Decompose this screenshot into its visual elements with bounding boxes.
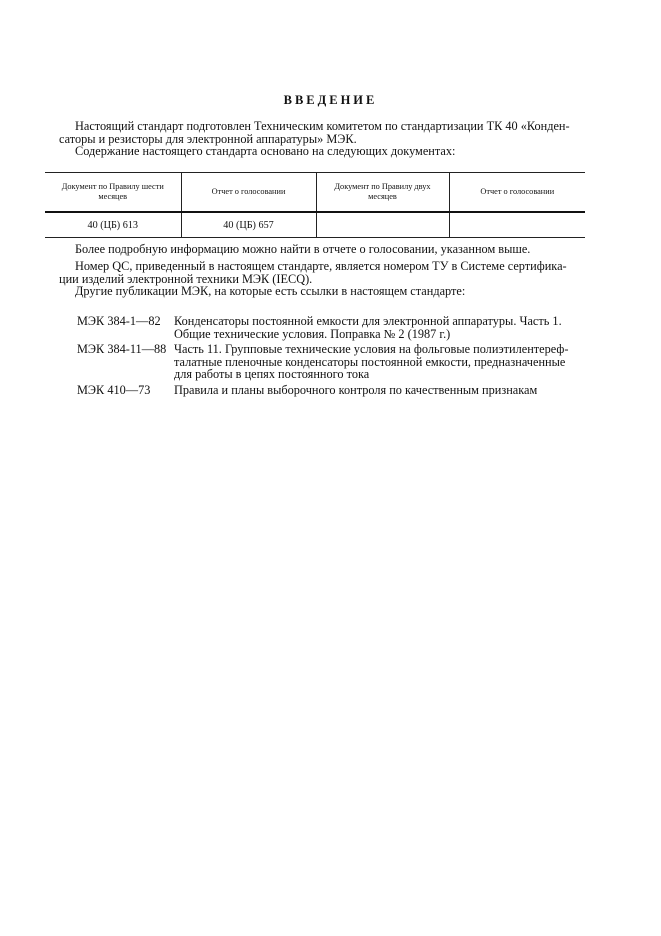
table-cell: 40 (ЦБ) 613: [87, 219, 139, 231]
reference-item: [77, 384, 592, 397]
header-voting-report-1: Отчет о голосовании: [181, 173, 316, 213]
basis-paragraph: Содержание настоящего стандарта основано на следующих документах:: [75, 144, 456, 158]
references-list: [77, 315, 592, 400]
qc-number-paragraph: [59, 259, 585, 286]
reference-code: МЭК 384-1—82: [77, 314, 161, 328]
reference-line: Конденсаторы постоянной емкости для электронной аппаратуры. Часть 1.: [174, 314, 562, 328]
header-voting-report-2: Отчет о голосовании: [449, 173, 585, 213]
qc-line-1: Номер QC, приведенный в настоящем стандарте, является номером ТУ в Системе сертифика-: [75, 259, 567, 273]
header-two-month-doc: Документ по Правилу двух месяцев: [316, 173, 449, 213]
reference-code: МЭК 410—73: [77, 382, 151, 397]
reference-line: Правила и планы выборочного контроля по качественным признакам: [174, 382, 538, 397]
table-cell: [316, 212, 449, 238]
other-publications-paragraph: Другие публикации МЭК, на которые есть ссылки в настоящем стандарте:: [75, 284, 466, 298]
table-cell: 40 (ЦБ) 657: [181, 212, 316, 238]
reference-description: [174, 343, 592, 381]
header-six-month-doc: Документ по Правилу шести месяцев: [45, 173, 181, 213]
table-header-row: [45, 173, 585, 213]
reference-line: Общие технические условия. Поправка № 2 (1987 г.): [174, 326, 451, 341]
documents-table: [45, 172, 585, 238]
reference-line: талатные пленочные конденсаторы постоянной емкости, предназначенные: [174, 354, 566, 369]
reference-item: [77, 343, 592, 381]
intro-line-1: Настоящий стандарт подготовлен Техническим комитетом по стандартизации ТК 40 «Конден-: [75, 119, 570, 133]
intro-paragraph: [59, 119, 585, 146]
section-title: ВВЕДЕНИЕ: [283, 93, 378, 107]
reference-description: [174, 315, 592, 340]
table-row: [45, 212, 585, 238]
reference-line: для работы в цепях постоянного тока: [174, 367, 370, 382]
qc-line-2: ции изделий электронной техники МЭК (IECQ).: [59, 271, 313, 286]
reference-line: Часть 11. Групповые технические условия на фольговые полиэтилентереф-: [174, 342, 569, 357]
reference-item: [77, 315, 592, 340]
reference-code: МЭК 384-11—88: [77, 342, 167, 357]
more-info-paragraph: Более подробную информацию можно найти в отчете о голосовании, указанном выше.: [75, 242, 531, 256]
table-cell: [449, 212, 585, 238]
reference-description: [174, 384, 592, 397]
intro-line-2: саторы и резисторы для электронной аппаратуры» МЭК.: [59, 131, 357, 146]
